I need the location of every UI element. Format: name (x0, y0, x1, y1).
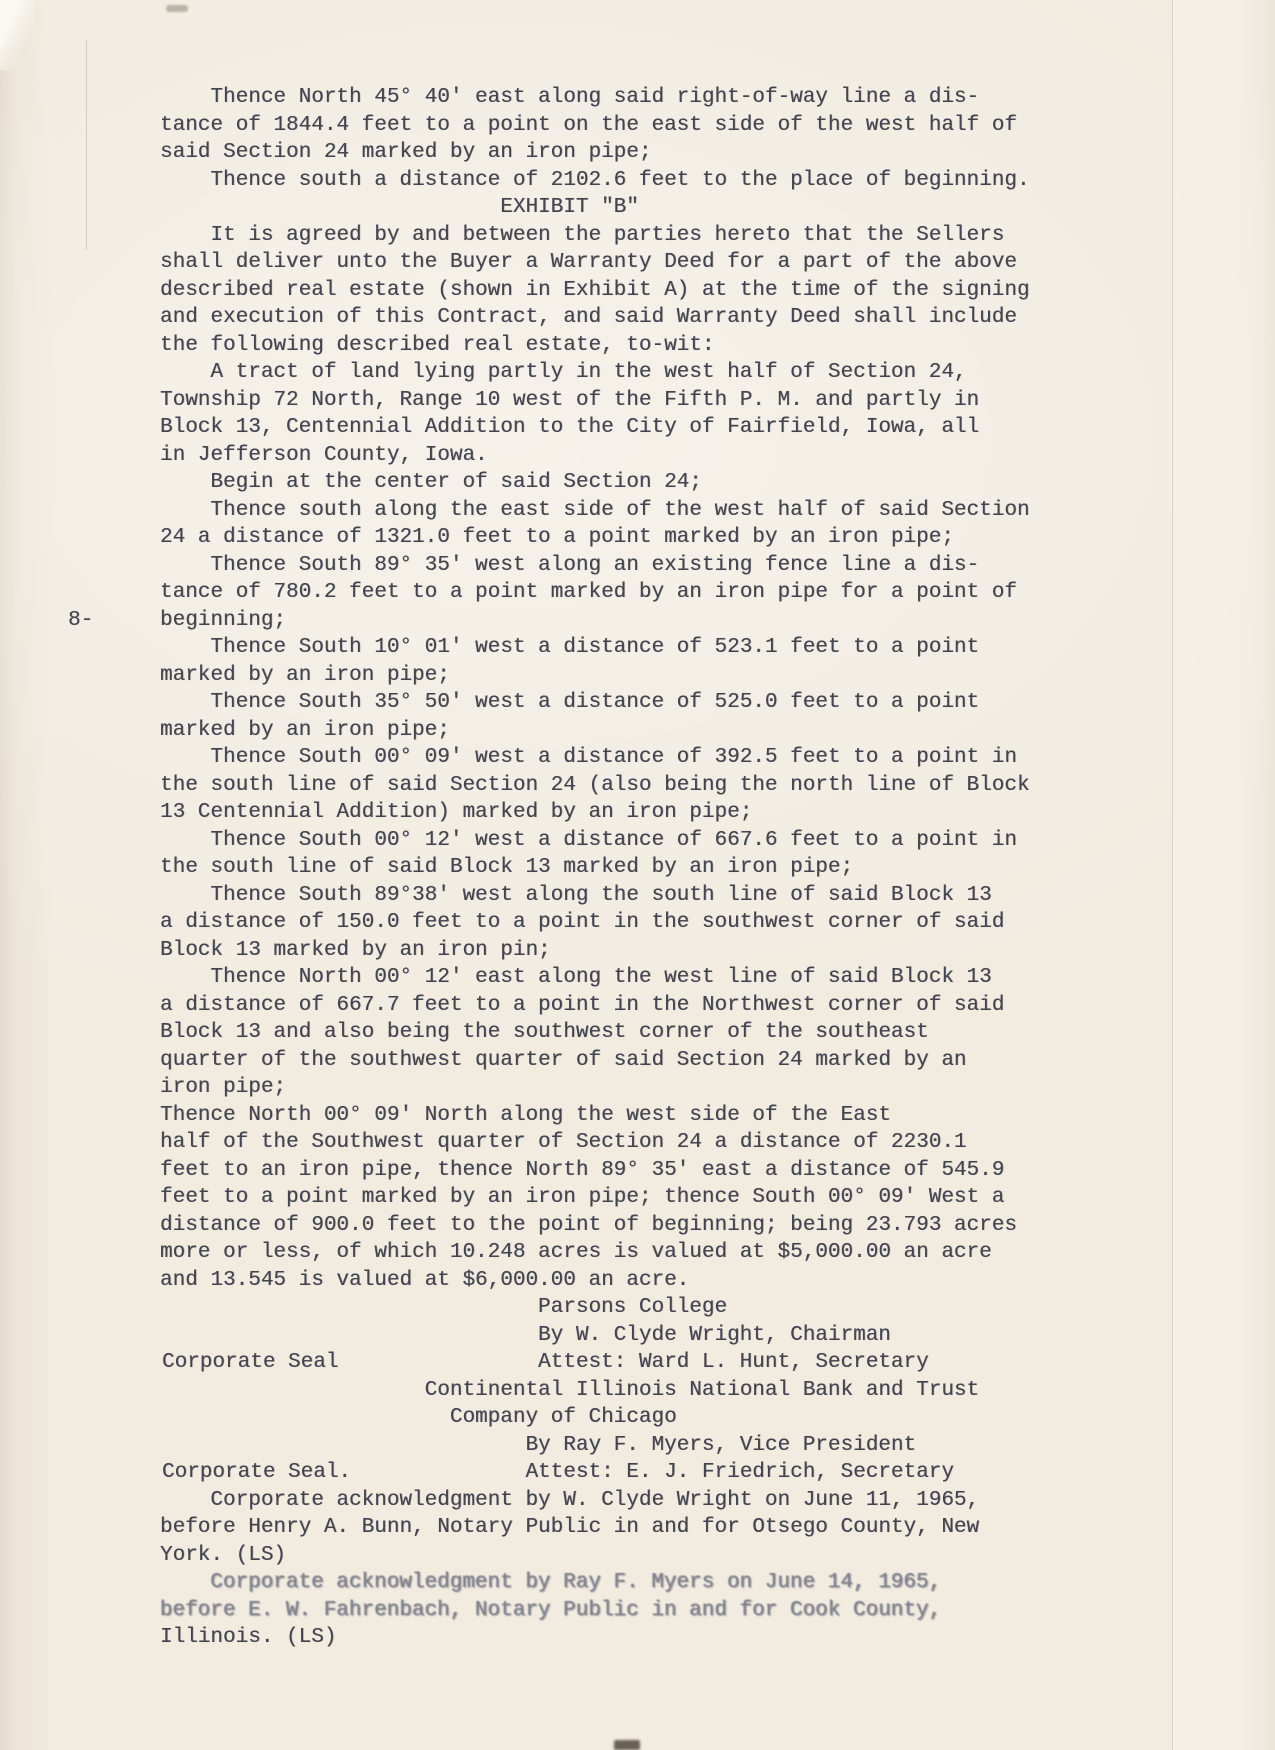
document-line (160, 854, 1030, 882)
line-text: feet to an iron pipe, thence North 89° 35' east a distance of 545.9 (160, 1158, 1005, 1182)
document-line (160, 277, 1030, 305)
line-text: 24 a distance of 1321.0 feet to a point marked by an iron pipe; (160, 526, 954, 549)
document-line (160, 799, 1030, 827)
line-text: Thence South 00° 12' west a distance of 667.6 feet to a point in (210, 828, 1017, 852)
cutoff-page-number-mark (614, 1740, 640, 1750)
document-line (160, 1239, 1030, 1267)
line-text: A tract of land lying partly in the west half of Section 24, (210, 361, 967, 384)
document-line (160, 937, 1030, 965)
document-line (160, 139, 1030, 167)
document-body (68, 84, 1030, 1652)
line-text: quarter of the southwest quarter of said Section 24 marked by an (160, 1048, 967, 1072)
document-line (160, 1267, 1030, 1295)
page-margin-note: 8- (68, 608, 94, 632)
paper-crease (0, 0, 34, 70)
line-text: Illinois. (LS) (160, 1626, 337, 1649)
line-text: said Section 24 marked by an iron pipe; (160, 141, 652, 164)
document-line (160, 194, 1030, 222)
document-line (160, 827, 1030, 855)
document-line (160, 689, 1030, 717)
line-text: York. (LS) (160, 1543, 287, 1567)
document-line (160, 1542, 1030, 1570)
document-line (160, 1597, 1030, 1625)
line-text: more or less, of which 10.248 acres is valued at $5,000.00 an acre (160, 1241, 992, 1264)
line-text: Block 13, Centennial Addition to the City of Fairfield, Iowa, all (160, 416, 980, 439)
line-text: Corporate acknowledgment by W. Clyde Wright on June 11, 1965, (210, 1488, 980, 1512)
document-line (160, 1459, 1030, 1487)
document-line (160, 1157, 1030, 1185)
document-line (160, 84, 1030, 112)
line-text: Thence South 89°38' west along the south line of said Block 13 (210, 883, 992, 907)
document-line (160, 524, 1030, 552)
line-text: Begin at the center of said Section 24; (210, 471, 702, 494)
line-text: marked by an iron pipe; (160, 718, 450, 742)
document-line (68, 607, 1030, 635)
document-line (160, 1129, 1030, 1157)
document-line (160, 579, 1030, 607)
line-text: Block 13 marked by an iron pin; (160, 938, 551, 962)
line-text: beginning; (160, 608, 287, 632)
document-line (160, 1514, 1030, 1542)
document-line (160, 662, 1030, 690)
line-text: a distance of 150.0 feet to a point in the southwest corner of said (160, 911, 1005, 934)
line-text: feet to a point marked by an iron pipe; thence South 00° 09' West a (160, 1186, 1005, 1209)
line-text: Company of Chicago (449, 1406, 677, 1429)
document-line (160, 442, 1030, 470)
document-line (160, 497, 1030, 525)
document-line (160, 1294, 1030, 1322)
document-line (160, 1487, 1030, 1515)
line-text: 13 Centennial Addition) marked by an iron pipe; (160, 801, 753, 824)
line-text: It is agreed by and between the parties hereto that the Sellers (210, 223, 1005, 247)
document-line (160, 1624, 1030, 1652)
scan-smudge (166, 5, 188, 12)
line-text: Township 72 North, Range 10 west of the Fifth P. M. and partly in (160, 388, 980, 412)
document-line (160, 1377, 1030, 1405)
document-line (160, 1404, 1030, 1432)
document-line (160, 1569, 1030, 1597)
line-text: and execution of this Contract, and said Warranty Deed shall include (160, 306, 1017, 329)
line-text: Thence South 35° 50' west a distance of 525.0 feet to a point (210, 691, 980, 714)
line-text: EXHIBIT "B" (500, 196, 639, 219)
line-text: before E. W. Fahrenbach, Notary Public in and for Cook County, (160, 1598, 942, 1622)
document-line (160, 992, 1030, 1020)
line-text: described real estate (shown in Exhibit A) at the time of the signing (160, 278, 1030, 302)
line-text: a distance of 667.7 feet to a point in the Northwest corner of said (160, 993, 1005, 1017)
line-text: the following described real estate, to-wit: (160, 333, 715, 357)
document-line (160, 359, 1030, 387)
line-text: Thence North 00° 09' North along the west side of the East (160, 1103, 891, 1127)
document-line (160, 1432, 1030, 1460)
document-line (160, 634, 1030, 662)
line-text: iron pipe; (160, 1076, 287, 1099)
document-line (160, 249, 1030, 277)
document-line (160, 1322, 1030, 1350)
line-text: the south line of said Block 13 marked by an iron pipe; (160, 856, 854, 879)
corporate-seal-label: Corporate Seal. (162, 1461, 352, 1484)
document-line (160, 744, 1030, 772)
document-line (160, 964, 1030, 992)
line-text: Attest: E. J. Friedrich, Secretary (525, 1461, 954, 1484)
document-line (160, 414, 1030, 442)
document-line (160, 332, 1030, 360)
document-line (160, 1349, 1030, 1377)
document-line (160, 552, 1030, 580)
line-text: By W. Clyde Wright, Chairman (538, 1323, 891, 1347)
line-text: Attest: Ward L. Hunt, Secretary (538, 1351, 929, 1374)
document-line (160, 909, 1030, 937)
line-text: half of the Southwest quarter of Section 24 a distance of 2230.1 (160, 1131, 967, 1154)
line-text: Parsons College (538, 1296, 728, 1319)
paper-edge-line (1172, 0, 1173, 1750)
document-line (160, 112, 1030, 140)
line-text: Thence South 10° 01' west a distance of 523.1 feet to a point (210, 636, 980, 659)
line-text: before Henry A. Bunn, Notary Public in and for Otsego County, New (160, 1516, 980, 1539)
line-text: Thence North 45° 40' east along said right-of-way line a dis- (210, 86, 980, 109)
document-line (160, 717, 1030, 745)
line-text: and 13.545 is valued at $6,000.00 an acre. (160, 1268, 690, 1292)
document-line (160, 222, 1030, 250)
line-text: Corporate acknowledgment by Ray F. Myers on June 14, 1965, (210, 1571, 942, 1594)
paper-edge-strip (1173, 0, 1275, 1750)
document-line (160, 1102, 1030, 1130)
line-text: Thence south a distance of 2102.6 feet to the place of beginning. (210, 168, 1030, 192)
line-text: Thence North 00° 12' east along the west line of said Block 13 (210, 966, 992, 989)
document-line (160, 304, 1030, 332)
line-text: Block 13 and also being the southwest corner of the southeast (160, 1021, 929, 1044)
document-line (160, 882, 1030, 910)
document-line (160, 469, 1030, 497)
line-text: the south line of said Section 24 (also being the north line of Block (160, 773, 1030, 797)
document-line (160, 1047, 1030, 1075)
line-text: in Jefferson County, Iowa. (160, 443, 488, 467)
line-text: Thence south along the east side of the west half of said Section (210, 498, 1030, 522)
document-line (160, 1212, 1030, 1240)
document-line (160, 1074, 1030, 1102)
line-text: Thence South 00° 09' west a distance of 392.5 feet to a point in (210, 746, 1017, 769)
line-text: shall deliver unto the Buyer a Warranty Deed for a part of the above (160, 251, 1017, 274)
line-text: Continental Illinois National Bank and Trust (424, 1378, 980, 1402)
document-line (160, 1184, 1030, 1212)
line-text: marked by an iron pipe; (160, 663, 450, 687)
paper-crease-line (86, 40, 87, 250)
line-text: tance of 780.2 feet to a point marked by an iron pipe for a point of (160, 581, 1017, 604)
line-text: tance of 1844.4 feet to a point on the east side of the west half of (160, 113, 1017, 137)
line-text: Thence South 89° 35' west along an existing fence line a dis- (210, 553, 980, 577)
document-line (160, 1019, 1030, 1047)
document-line (160, 167, 1030, 195)
line-text: distance of 900.0 feet to the point of beginning; being 23.793 acres (160, 1213, 1017, 1237)
document-line (160, 772, 1030, 800)
line-text: By Ray F. Myers, Vice President (525, 1433, 917, 1457)
corporate-seal-label: Corporate Seal (162, 1351, 339, 1374)
document-line (160, 387, 1030, 415)
